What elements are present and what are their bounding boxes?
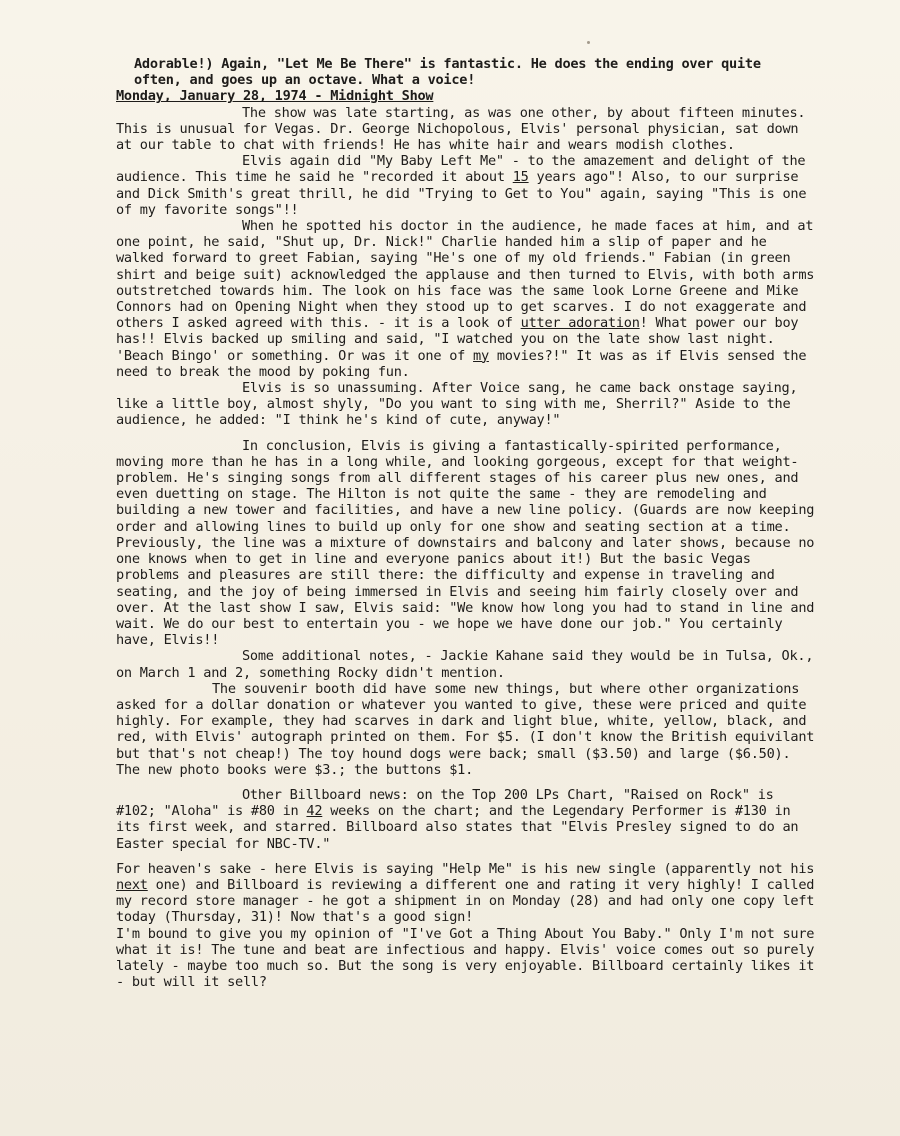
paper-speck	[587, 41, 590, 44]
paragraph-2: Elvis again did "My Baby Left Me" - to the amazement and delight of the audience. This time he said he "recorded it about 15 years ago"! Also, to our surprise and Dick Smith's great thrill, he did "Trying to Get to You" again, saying "This is one of my favorite songs"!!	[116, 153, 807, 218]
date-heading: Monday, January 28, 1974 - Midnight Show	[116, 88, 434, 105]
page-text	[116, 56, 816, 990]
paragraph-10: I'm bound to give you my opinion of "I've Got a Thing About You Baby." Only I'm not sure what it is! The tune and beat are infectious and happy. Elvis' voice comes out so purely lately - maybe too much so. But the song is very enjoyable. Billboard certainly likes it - but will it sell?	[116, 925, 815, 991]
paragraph-6: Some additional notes, - Jackie Kahane said they would be in Tulsa, Ok., on March 1 and 2, something Rocky didn't mention.	[116, 648, 814, 681]
paragraph-3: When he spotted his doctor in the audience, he made faces at him, and at one point, he said, "Shut up, Dr. Nick!" Charlie handed him a slip of paper and he walked forward to greet Fabian, saying "He's one of my old friends." Fabian (in green shirt and beige suit) acknowledged the applause and then turned to Elvis, with both arms outstretched towards him. The look on his face was the same look Lorne Greene and Mike Connors had on Opening Night when they stood up to get scarves. I do not exaggerate and others I asked agreed with this. - it is a look of utter adoration! What power our boy has!! Elvis backed up smiling and said, "I watched you on the late show last night. 'Beach Bingo' or something. Or was it one of my movies?!" It was as if Elvis sensed the need to break the mood by poking fun.	[116, 218, 815, 380]
paragraph-4: Elvis is so unassuming. After Voice sang, he came back onstage saying, like a little boy, almost shyly, "Do you want to sing with me, Sherril?" Aside to the audience, he added: "I think he's kind of cute, anyway!"	[116, 380, 798, 429]
paragraph-8: Other Billboard news: on the Top 200 LPs Chart, "Raised on Rock" is #102; "Aloha" is #80 in 42 weeks on the chart; and the Legendary Performer is #130 in its first week, and starred. Billboard also states that "Elvis Presley signed to do an Easter special for NBC-TV."	[116, 786, 799, 852]
paragraph-7: The souvenir booth did have some new things, but where other organizations asked for a dollar donation or whatever you wanted to give, these were priced and quite highly. For example, they had scarves in dark and light blue, white, yellow, black, and red, with Elvis' autograph printed on them. For $5. (I don't know the British equivilant but that's not cheap!) The toy hound dogs were back; small ($3.50) and large ($6.50). The new photo books were $3.; the buttons $1.	[116, 680, 815, 778]
paragraph-5: In conclusion, Elvis is giving a fantastically-spirited performance, moving more than he has in a long while, and looking gorgeous, except for that weight-problem. He's singing songs from all different stages of his career plus new ones, and even duetting on stage. The Hilton is not quite the same - they are remodeling and building a new tower and facilities, and have a new line policy. (Guards are now keeping order and allowing lines to build up only for one show and seating section at a time. Previously, the line was a mixture of downstairs and balcony and later shows, because no one knows when to get in line and everyone panics about it!) But the basic Vegas problems and pleasures are still there: the difficulty and expense in traveling and seating, and the joy of being immersed in Elvis and seeing him fairly closely over and over. At the last show I saw, Elvis said: "We know how long you had to stand in line and wait. We do our best to entertain you - we hope we have done our job." You certainly have, Elvis!!	[116, 437, 815, 649]
paragraph-9: For heaven's sake - here Elvis is saying "Help Me" is his new single (apparently not his next one) and Billboard is reviewing a different one and rating it very highly! I called my record store manager - he got a shipment in on Monday (28) and had only one copy left today (Thursday, 31)! Now that's a good sign!	[116, 860, 815, 926]
paragraph-1: The show was late starting, as was one other, by about fifteen minutes. This is unusual for Vegas. Dr. George Nichopolous, Elvis' personal physician, sat down at our table to chat with friends! He has white hair and wears modish clothes.	[116, 104, 806, 154]
opening-line: Adorable!) Again, "Let Me Be There" is fantastic. He does the ending over quite often, and goes up an octave. What a voice!	[134, 56, 761, 89]
